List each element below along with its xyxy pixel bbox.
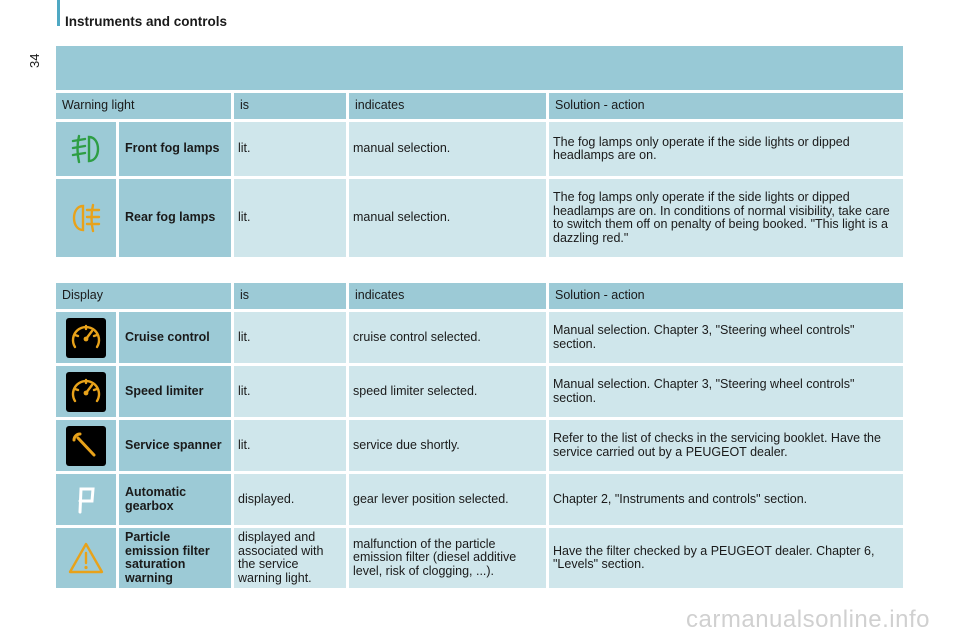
header-accent-bar — [57, 0, 60, 26]
table-row — [56, 474, 903, 525]
header-solution: Solution - action — [546, 283, 903, 309]
table-header-row — [56, 283, 903, 309]
cell-solution: Manual selection. Chapter 3, "Steering wheel controls" section. — [546, 312, 903, 363]
header-solution: Solution - action — [546, 93, 903, 119]
table-row — [56, 312, 903, 363]
watermark: carmanualsonline.info — [686, 606, 930, 633]
cell-indicates: manual selection. — [346, 179, 546, 257]
cell-is: lit. — [231, 420, 346, 471]
cell-is: displayed and associated with the service warning light. — [231, 528, 346, 588]
cell-is: displayed. — [231, 474, 346, 525]
warning-name: Rear fog lamps — [116, 179, 231, 257]
display-name: Particle emission filter saturation warning — [116, 528, 231, 588]
cell-indicates: service due shortly. — [346, 420, 546, 471]
cell-solution: Chapter 2, "Instruments and controls" section. — [546, 474, 903, 525]
warning-triangle-icon — [65, 537, 107, 579]
display-table — [56, 280, 903, 591]
table-row — [56, 420, 903, 471]
display-name: Automatic gearbox — [116, 474, 231, 525]
header-is: is — [231, 93, 346, 119]
display-name: Cruise control — [116, 312, 231, 363]
cell-is: lit. — [231, 366, 346, 417]
cell-solution: Refer to the list of checks in the servicing booklet. Have the service carried out by a PEUGEOT dealer. — [546, 420, 903, 471]
warning-light-table — [56, 90, 903, 260]
gearbox-p-icon — [65, 479, 107, 521]
cell-solution: Manual selection. Chapter 3, "Steering wheel controls" section. — [546, 366, 903, 417]
cell-solution: The fog lamps only operate if the side lights or dipped headlamps are on. — [546, 122, 903, 176]
title-band — [56, 46, 903, 90]
header-indicates: indicates — [346, 283, 546, 309]
header-display: Display — [56, 283, 231, 309]
header-indicates: indicates — [346, 93, 546, 119]
table-row — [56, 528, 903, 588]
section-title: Instruments and controls — [65, 14, 228, 29]
table-header-row — [56, 93, 903, 119]
service-spanner-icon — [65, 425, 107, 467]
cell-indicates: cruise control selected. — [346, 312, 546, 363]
display-name: Service spanner — [116, 420, 231, 471]
cell-indicates: malfunction of the particle emission filter (diesel additive level, risk of clogging, ...). — [346, 528, 546, 588]
cell-is: lit. — [231, 312, 346, 363]
cell-indicates: gear lever position selected. — [346, 474, 546, 525]
cell-solution: Have the filter checked by a PEUGEOT dealer. Chapter 6, "Levels" section. — [546, 528, 903, 588]
page-number: 34 — [27, 53, 42, 68]
cell-solution: The fog lamps only operate if the side lights or dipped headlamps are on. In conditions of normal visibility, take care to switch them off on penalty of being booked. "This light is a dazzling red." — [546, 179, 903, 257]
warning-name: Front fog lamps — [116, 122, 231, 176]
cruise-control-icon — [65, 317, 107, 359]
table-row — [56, 366, 903, 417]
table-row — [56, 179, 903, 257]
rear-fog-lamp-icon — [65, 197, 107, 239]
speed-limiter-icon — [65, 371, 107, 413]
cell-is: lit. — [231, 179, 346, 257]
header-is: is — [231, 283, 346, 309]
cell-indicates: speed limiter selected. — [346, 366, 546, 417]
table-row — [56, 122, 903, 176]
display-name: Speed limiter — [116, 366, 231, 417]
header-warning-light: Warning light — [56, 93, 231, 119]
front-fog-lamp-icon — [65, 128, 107, 170]
cell-indicates: manual selection. — [346, 122, 546, 176]
cell-is: lit. — [231, 122, 346, 176]
